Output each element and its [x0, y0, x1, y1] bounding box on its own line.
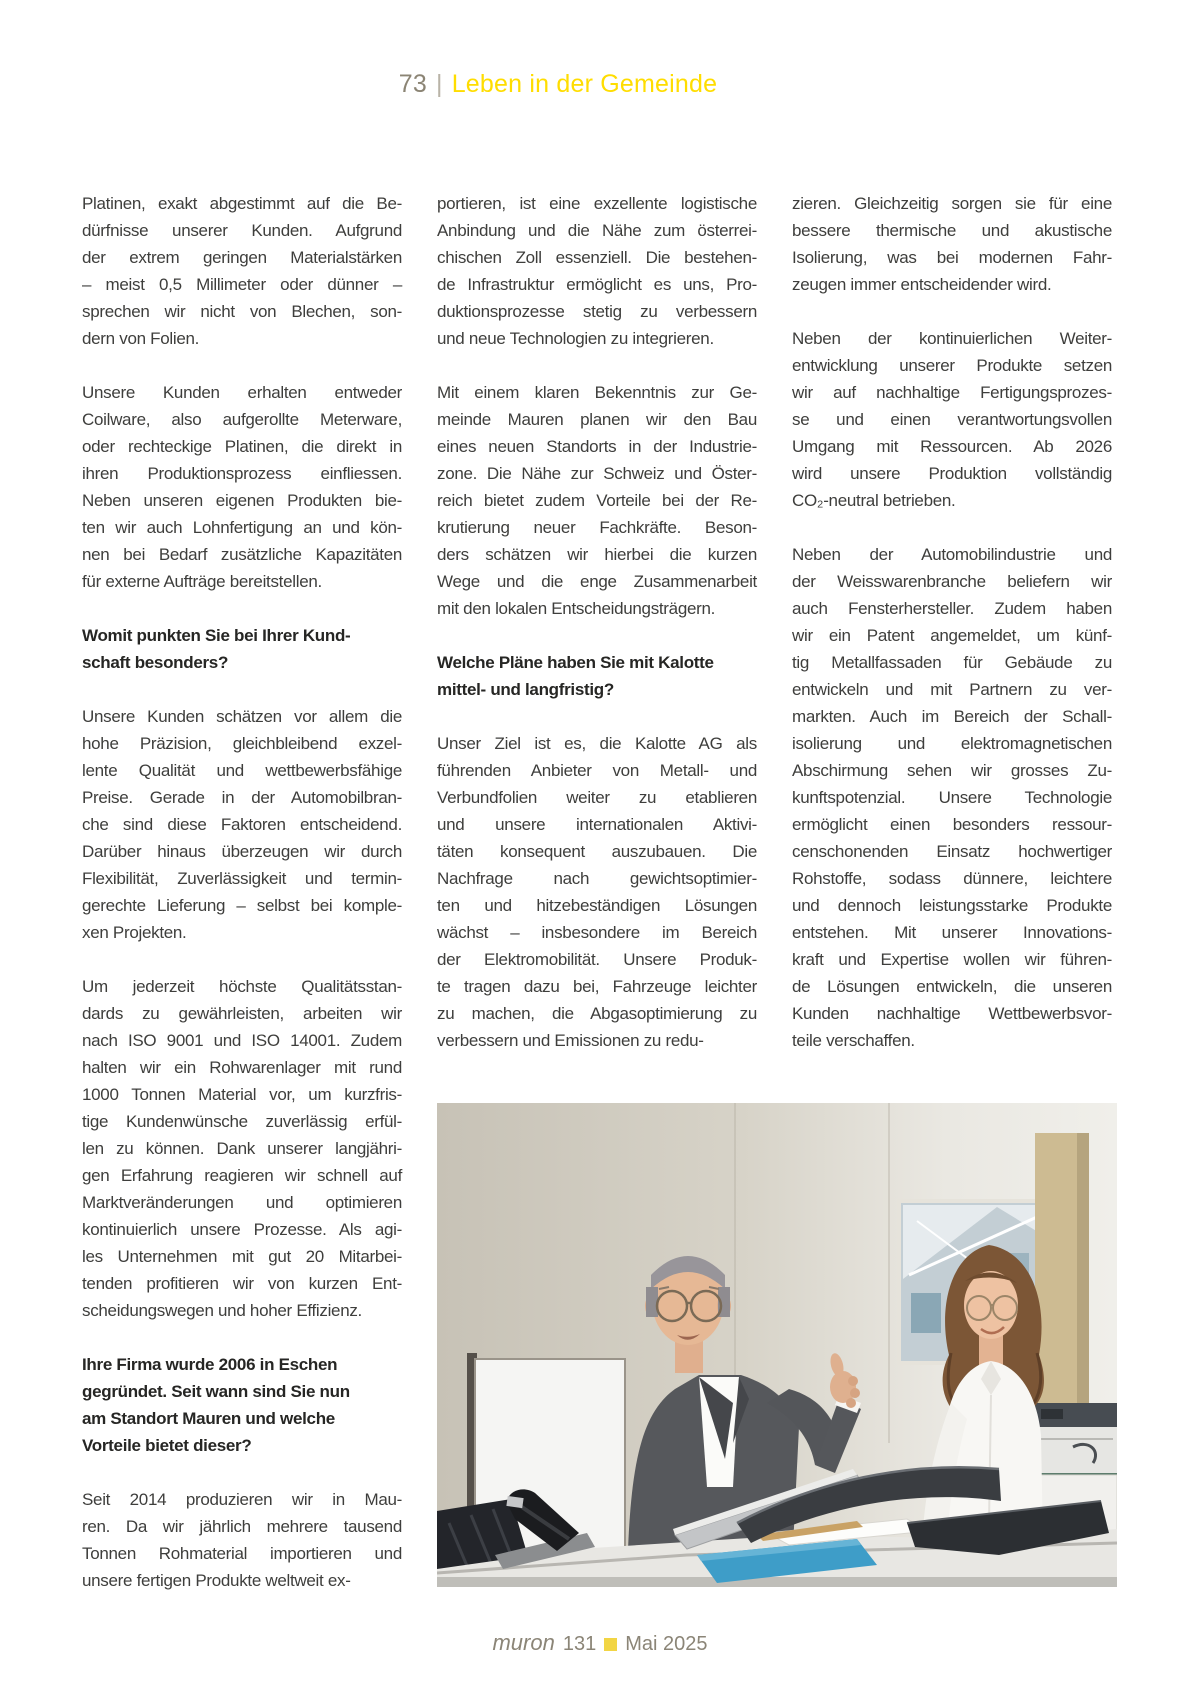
paragraph: Neben der kontinuierlichen Weiter- entwicklung unserer Produkte setzen wir auf nachhaltige Fertigungsprozes- se und einen verantwortungsvollen Umgang mit Ressourcen. Ab 2026 wird unsere Produktion vollständig CO₂-neutral betrieben.: [792, 329, 1112, 510]
question-heading: Ihre Firma wurde 2006 in Eschen gegründet. Seit wann sind Sie nun am Standort Mauren und welche Vorteile bietet dieser?: [82, 1355, 350, 1455]
section-title: Leben in der Gemeinde: [451, 70, 718, 98]
page-header: [0, 70, 1158, 99]
issue-number: 131: [562, 1633, 597, 1655]
page-number: 73: [398, 70, 427, 98]
page-footer: [0, 1630, 1200, 1656]
question-heading: Womit punkten Sie bei Ihrer Kund- schaft besonders?: [82, 626, 351, 672]
paragraph: portieren, ist eine exzellente logistische Anbindung und die Nähe zum österrei- chischen Zoll essenziell. Die bestehen- de Infrastruktur ermöglicht es uns, Pro- duktionsprozesse stetig zu verbessern und neue Technologien zu integrieren.: [437, 194, 757, 348]
office-photo: [437, 1103, 1117, 1587]
text-column-1: [82, 190, 402, 1621]
question-heading: Welche Pläne haben Sie mit Kalotte mittel- und langfristig?: [437, 653, 714, 699]
magazine-name: muron: [492, 1630, 555, 1655]
paragraph: Neben der Automobilindustrie und der Weisswarenbranche beliefern wir auch Fensterhersteller. Zudem haben wir ein Patent angemeldet, um künf- tig Metallfassaden für Gebäude zu entwickeln und mit Partnern zu ver- markten. Auch im Bereich der Schall- isolierung und elektromagnetischen Abschirmung sehen wir grosses Zu- kunftspotenzial. Unsere Technologie ermöglicht einen besonders ressour- censchonenden Einsatz hochwertiger Rohstoffe, sodass dünnere, leichtere und dennoch leistungsstarke Produkte entstehen. Mit unserer Innovations- kraft und Expertise wollen wir führen- de Lösungen entwickeln, die unseren Kunden nachhaltige Wettbewerbsvor- teile verschaffen.: [792, 545, 1112, 1050]
paragraph: Seit 2014 produzieren wir in Mau- ren. Da wir jährlich mehrere tausend Tonnen Rohmaterial importieren und unsere fertigen Produkte weltweit ex-: [82, 1490, 402, 1590]
paragraph: Unsere Kunden schätzen vor allem die hohe Präzision, gleichbleibend exzel- lente Qualität und wettbewerbsfähige Preise. Gerade in der Automobilbran- che sind diese Faktoren entscheidend. Darüber hinaus überzeugen wir durch Flexibilität, Zuverlässigkeit und termin- gerechte Lieferung – selbst bei komple- xen Projekten.: [82, 707, 402, 942]
paragraph: Platinen, exakt abgestimmt auf die Be- dürfnisse unserer Kunden. Aufgrund der extrem geringen Materialstärken – meist 0,5 Millimeter oder dünner – sprechen wir nicht von Blechen, son- dern von Folien.: [82, 194, 402, 348]
paragraph: Unsere Kunden erhalten entweder Coilware, also aufgerollte Meterware, oder rechteckige Platinen, die direkt in ihren Produktionsprozess einfliessen. Neben unseren eigenen Produkten bie- ten wir auch Lohnfertigung an und kön- nen bei Bedarf zusätzliche Kapazitäten für externe Aufträge bereitstellen.: [82, 383, 402, 591]
issue-separator-square: [604, 1638, 617, 1651]
header-separator: |: [436, 70, 443, 98]
text-column-2: [437, 190, 757, 1081]
issue-date: Mai 2025: [625, 1633, 708, 1655]
paragraph: Mit einem klaren Bekenntnis zur Ge- meinde Mauren planen wir den Bau eines neuen Standorts in der Industrie- zone. Die Nähe zur Schweiz und Öster- reich bietet zudem Vorteile bei der Re- krutierung neuer Fachkräfte. Beson- ders schätzen wir hierbei die kurzen Wege und die enge Zusammenarbeit mit den lokalen Entscheidungsträgern.: [437, 383, 757, 618]
paragraph: zieren. Gleichzeitig sorgen sie für eine bessere thermische und akustische Isolierung, was bei modernen Fahr- zeugen immer entscheidender wird.: [792, 194, 1112, 294]
paragraph: Unser Ziel ist es, die Kalotte AG als führenden Anbieter von Metall- und Verbundfolien weiter zu etablieren und unsere internationalen Aktivi- täten konsequent auszubauen. Die Nachfrage nach gewichtsoptimier- ten und hitzebeständigen Lösungen wächst – insbesondere im Bereich der Elektromobilität. Unsere Produk- te tragen dazu bei, Fahrzeuge leichter zu machen, die Abgasoptimierung zu verbessern und Emissionen zu redu-: [437, 734, 757, 1050]
paragraph: Um jederzeit höchste Qualitätsstan- dards zu gewährleisten, arbeiten wir nach ISO 9001 und ISO 14001. Zudem halten wir ein Rohwarenlager mit rund 1000 Tonnen Material vor, um kurzfris- tige Kundenwünsche zuverlässig erfül- len zu können. Dank unserer langjähri- gen Erfahrung reagieren wir schnell auf Marktveränderungen und optimieren kontinuierlich unsere Prozesse. Als agi- les Unternehmen mit gut 20 Mitarbei- tenden profitieren wir von kurzen Ent- scheidungswegen und hoher Effizienz.: [82, 977, 402, 1320]
text-column-3: [792, 190, 1112, 1081]
